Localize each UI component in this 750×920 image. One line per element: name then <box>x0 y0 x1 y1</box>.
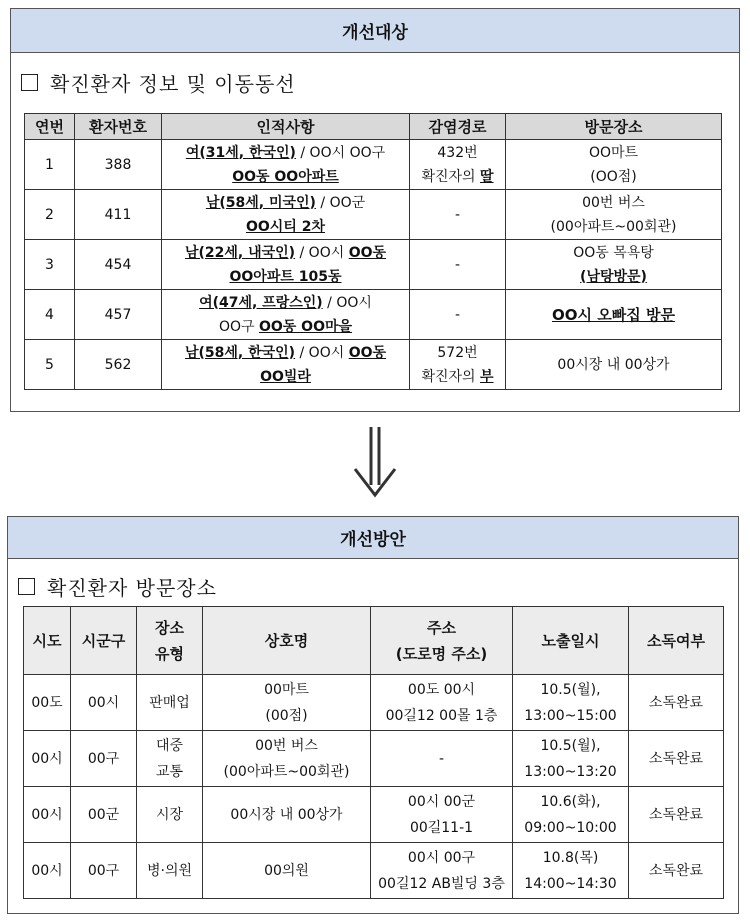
cell-place <box>506 140 722 190</box>
time-text: 09:00~10:00 <box>524 819 617 836</box>
col-header-text: 노출일시 <box>541 631 600 650</box>
time-text: 13:00~15:00 <box>524 707 617 724</box>
cell-route: - <box>410 190 506 240</box>
time-text: 10.5(월), <box>540 737 601 754</box>
info-text: / OO시 OO구 <box>295 144 386 161</box>
cell-no: 4 <box>25 290 75 340</box>
visit-places-table <box>23 606 724 899</box>
route-text: 572번 <box>437 344 478 361</box>
cell-patient-no: 457 <box>75 290 162 340</box>
section-title-patient-info <box>21 67 739 97</box>
col-header-text: 장소 <box>155 618 184 637</box>
table-header-row <box>24 607 724 675</box>
table-row <box>25 240 722 290</box>
cell-time <box>513 843 629 899</box>
info-highlight: OO동 OO아파트 <box>232 168 339 185</box>
cell-address <box>371 843 513 899</box>
address-text: 00도 00시 <box>407 681 476 698</box>
cell-info <box>162 340 410 390</box>
cell-info <box>162 140 410 190</box>
cell-time <box>513 675 629 731</box>
address-text: 00길12 00몰 1층 <box>385 707 498 724</box>
address-text: 00시 00군 <box>407 793 476 810</box>
route-highlight: 부 <box>480 368 494 385</box>
col-header: 인적사항 <box>162 114 410 140</box>
route-highlight: 딸 <box>480 168 494 185</box>
cell-no: 2 <box>25 190 75 240</box>
type-text: 판매업 <box>149 694 190 711</box>
col-header: 연번 <box>25 114 75 140</box>
info-text: / OO시 <box>322 294 372 311</box>
info-highlight: OO아파트 105동 <box>229 268 342 285</box>
cell-sido: 00시 <box>24 787 71 843</box>
cell-sigungu: 00군 <box>71 787 137 843</box>
route-text: 확진자의 <box>421 368 480 385</box>
route-text: 432번 <box>437 144 478 161</box>
cell-patient-no: 388 <box>75 140 162 190</box>
type-text: 병·의원 <box>146 862 193 879</box>
cell-patient-no: 454 <box>75 240 162 290</box>
table-row <box>25 290 722 340</box>
cell-address <box>371 731 513 787</box>
cell-disinfect: 소독완료 <box>629 787 724 843</box>
col-header <box>203 607 371 675</box>
cell-time <box>513 787 629 843</box>
col-header <box>24 607 71 675</box>
cell-place <box>506 340 722 390</box>
table-row <box>24 731 724 787</box>
cell-info <box>162 290 410 340</box>
col-header <box>71 607 137 675</box>
route-text: 확진자의 <box>421 168 480 185</box>
cell-route: - <box>410 240 506 290</box>
table-row <box>24 843 724 899</box>
time-text: 13:00~13:20 <box>524 763 617 780</box>
time-text: 10.8(목) <box>542 849 599 866</box>
place-highlight: OO시 오빠집 방문 <box>552 305 675 324</box>
name-text: 00번 버스 <box>255 737 318 754</box>
time-text: 10.5(월), <box>540 681 601 698</box>
cell-type <box>137 675 203 731</box>
cell-info <box>162 240 410 290</box>
col-header: 방문장소 <box>506 114 722 140</box>
place-text: 00시장 내 00상가 <box>557 356 670 373</box>
name-text: (00점) <box>265 707 308 724</box>
cell-disinfect: 소독완료 <box>629 843 724 899</box>
place-text: (00아파트~00회관) <box>550 218 677 235</box>
patient-info-table <box>24 113 722 390</box>
cell-sido: 00도 <box>24 675 71 731</box>
col-header-text: 유형 <box>155 644 184 663</box>
cell-info <box>162 190 410 240</box>
info-highlight: OO시티 2차 <box>246 218 325 235</box>
place-text: OO마트 <box>588 144 639 161</box>
section-title-text: 확진환자 정보 및 이동동선 <box>50 71 296 96</box>
col-header <box>513 607 629 675</box>
time-text: 14:00~14:30 <box>524 875 617 892</box>
panel-header-plan: 개선방안 <box>8 517 738 559</box>
section-title-visit-places <box>18 571 738 601</box>
cell-route <box>410 140 506 190</box>
cell-place <box>506 240 722 290</box>
info-text: / OO군 <box>315 194 366 211</box>
improvement-plan-panel <box>7 516 739 914</box>
cell-no: 1 <box>25 140 75 190</box>
empty-checkbox-icon <box>18 578 35 595</box>
type-text: 시장 <box>155 806 184 823</box>
table-row <box>24 787 724 843</box>
info-text: OO구 <box>218 318 259 335</box>
improvement-target-panel <box>10 8 740 412</box>
cell-sigungu: 00구 <box>71 843 137 899</box>
double-down-arrow-icon <box>350 425 400 500</box>
cell-disinfect: 소독완료 <box>629 731 724 787</box>
col-header: 감염경로 <box>410 114 506 140</box>
type-text: 교통 <box>155 763 184 780</box>
time-text: 10.6(화), <box>540 793 601 810</box>
place-text: OO동 목욕탕 <box>573 244 654 261</box>
cell-address <box>371 675 513 731</box>
cell-patient-no: 562 <box>75 340 162 390</box>
cell-place <box>506 190 722 240</box>
col-header <box>629 607 724 675</box>
cell-sido: 00시 <box>24 731 71 787</box>
info-highlight: OO빌라 <box>260 368 311 385</box>
col-header-text: 시도 <box>32 631 62 650</box>
name-text: 00의원 <box>264 862 309 879</box>
cell-patient-no: 411 <box>75 190 162 240</box>
info-highlight: 남(58세, 미국인) <box>205 194 316 211</box>
cell-time <box>513 731 629 787</box>
col-header <box>371 607 513 675</box>
name-text: 00마트 <box>264 681 309 698</box>
name-text: 00시장 내 00상가 <box>230 806 343 823</box>
info-highlight: 여(31세, 한국인) <box>185 144 296 161</box>
col-header-text: 소독여부 <box>647 631 705 650</box>
info-text: / OO시 <box>295 344 349 361</box>
cell-name <box>203 843 371 899</box>
col-header-text: 상호명 <box>264 631 309 650</box>
cell-route: - <box>410 290 506 340</box>
cell-route <box>410 340 506 390</box>
panel-header-target: 개선대상 <box>11 9 739 53</box>
cell-sido: 00시 <box>24 843 71 899</box>
empty-checkbox-icon <box>21 74 38 91</box>
cell-place <box>506 290 722 340</box>
info-highlight: 남(58세, 한국인) <box>184 344 296 361</box>
address-text: 00길11-1 <box>409 819 474 836</box>
col-header-text: (도로명 주소) <box>395 644 488 663</box>
table-row <box>25 340 722 390</box>
info-highlight: OO동 OO마을 <box>258 318 353 335</box>
col-header <box>137 607 203 675</box>
table-row <box>25 190 722 240</box>
cell-name <box>203 787 371 843</box>
col-header-text: 시군구 <box>81 631 126 650</box>
col-header: 환자번호 <box>75 114 162 140</box>
cell-name <box>203 675 371 731</box>
cell-disinfect: 소독완료 <box>629 675 724 731</box>
cell-sigungu: 00시 <box>71 675 137 731</box>
info-highlight: 남(22세, 내국인) <box>184 244 296 261</box>
info-highlight: OO동 <box>348 244 387 261</box>
cell-type <box>137 843 203 899</box>
info-text: / OO시 <box>295 244 349 261</box>
table-header-row <box>25 114 722 140</box>
info-highlight: 여(47세, 프랑스인) <box>199 294 323 311</box>
cell-type <box>137 731 203 787</box>
address-text: - <box>438 750 445 767</box>
cell-no: 3 <box>25 240 75 290</box>
address-text: 00시 00구 <box>407 849 476 866</box>
section-title-text: 확진환자 방문장소 <box>47 575 217 600</box>
cell-sigungu: 00구 <box>71 731 137 787</box>
col-header-text: 주소 <box>427 618 456 637</box>
address-text: 00길12 AB빌딩 3층 <box>378 875 505 892</box>
type-text: 대중 <box>155 737 184 754</box>
cell-no: 5 <box>25 340 75 390</box>
table-row <box>25 140 722 190</box>
place-highlight: (남탕방문) <box>580 268 647 285</box>
place-text: 00번 버스 <box>582 194 645 211</box>
cell-type <box>137 787 203 843</box>
info-highlight: OO동 <box>348 344 387 361</box>
table-row <box>24 675 724 731</box>
cell-address <box>371 787 513 843</box>
place-text: (OO점) <box>590 168 637 185</box>
cell-name <box>203 731 371 787</box>
name-text: (00아파트~00회관) <box>223 763 350 780</box>
